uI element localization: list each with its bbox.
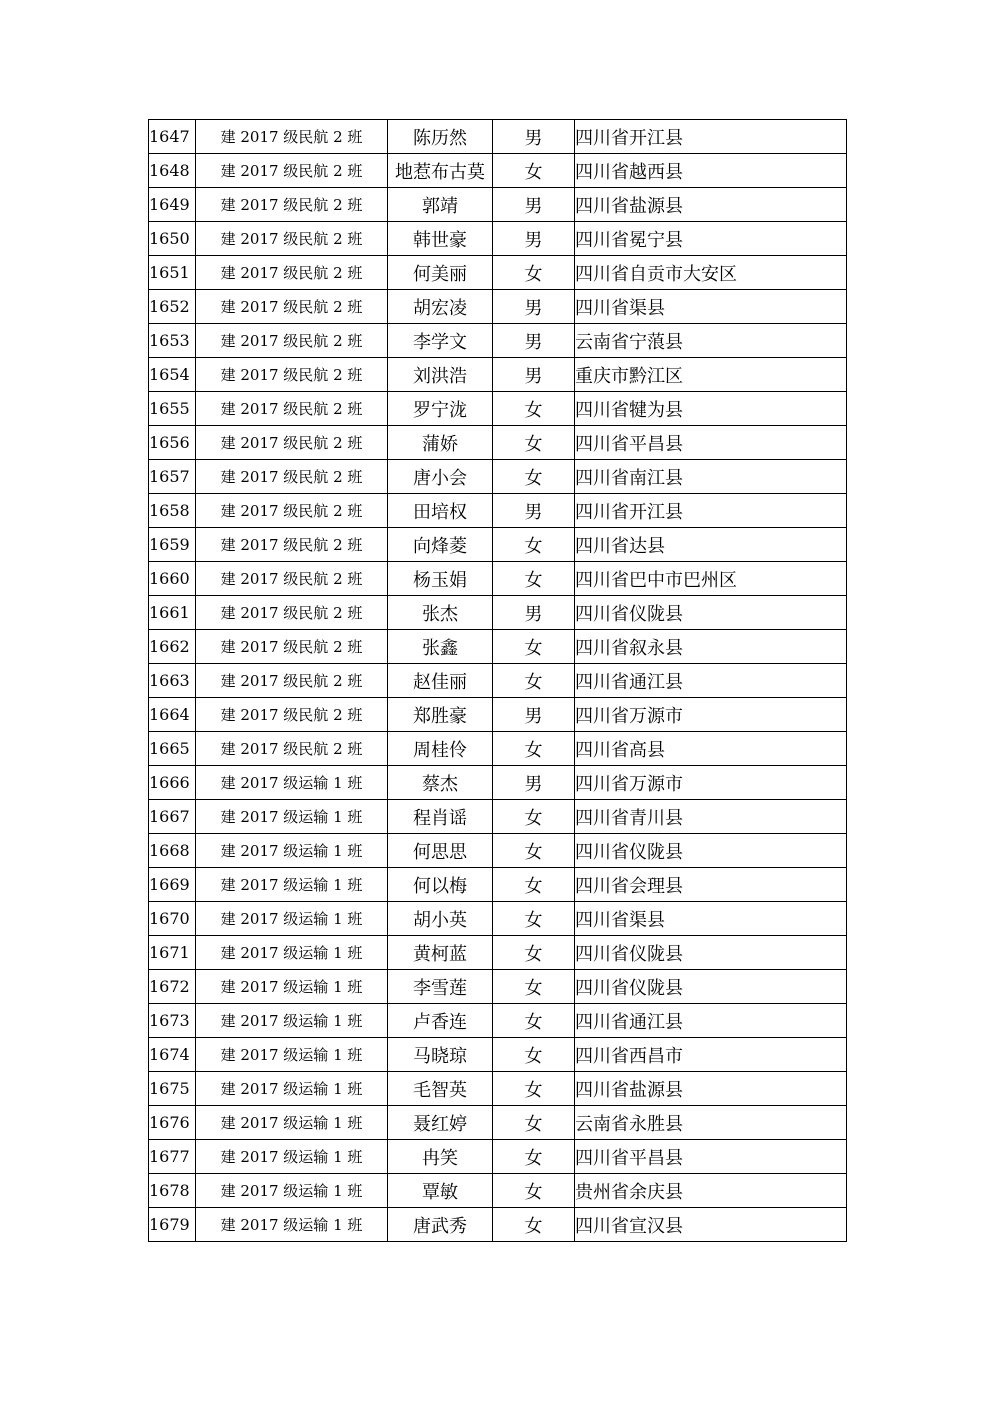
gender-cell: 女 (493, 732, 575, 766)
origin-cell: 四川省西昌市 (575, 1038, 847, 1072)
student-id-cell: 1677 (149, 1140, 196, 1174)
table-row (149, 426, 847, 460)
gender-cell: 男 (493, 358, 575, 392)
student-name-cell: 张鑫 (388, 630, 493, 664)
class-name-cell: 建 2017 级民航 2 班 (196, 324, 388, 358)
table-row (149, 1140, 847, 1174)
class-name-cell: 建 2017 级运输 1 班 (196, 1174, 388, 1208)
student-name-cell: 冉笑 (388, 1140, 493, 1174)
gender-cell: 女 (493, 868, 575, 902)
origin-cell: 四川省平昌县 (575, 1140, 847, 1174)
origin-cell: 四川省通江县 (575, 664, 847, 698)
table-row (149, 1072, 847, 1106)
student-name-cell: 赵佳丽 (388, 664, 493, 698)
student-id-cell: 1657 (149, 460, 196, 494)
student-id-cell: 1672 (149, 970, 196, 1004)
student-id-cell: 1648 (149, 154, 196, 188)
class-name-cell: 建 2017 级民航 2 班 (196, 426, 388, 460)
gender-cell: 女 (493, 256, 575, 290)
class-name-cell: 建 2017 级民航 2 班 (196, 664, 388, 698)
class-name-cell: 建 2017 级民航 2 班 (196, 698, 388, 732)
table-row (149, 664, 847, 698)
origin-cell: 四川省叙永县 (575, 630, 847, 664)
gender-cell: 女 (493, 664, 575, 698)
origin-cell: 四川省高县 (575, 732, 847, 766)
table-row (149, 834, 847, 868)
gender-cell: 男 (493, 222, 575, 256)
gender-cell: 女 (493, 426, 575, 460)
table-row (149, 494, 847, 528)
gender-cell: 女 (493, 154, 575, 188)
student-id-cell: 1660 (149, 562, 196, 596)
class-name-cell: 建 2017 级民航 2 班 (196, 460, 388, 494)
class-name-cell: 建 2017 级运输 1 班 (196, 800, 388, 834)
table-row (149, 256, 847, 290)
gender-cell: 女 (493, 1106, 575, 1140)
origin-cell: 四川省盐源县 (575, 1072, 847, 1106)
gender-cell: 男 (493, 120, 575, 154)
student-name-cell: 卢香连 (388, 1004, 493, 1038)
table-row (149, 868, 847, 902)
student-name-cell: 陈历然 (388, 120, 493, 154)
student-name-cell: 胡小英 (388, 902, 493, 936)
student-name-cell: 蒲娇 (388, 426, 493, 460)
gender-cell: 男 (493, 494, 575, 528)
student-id-cell: 1669 (149, 868, 196, 902)
origin-cell: 四川省仪陇县 (575, 834, 847, 868)
student-name-cell: 聂红婷 (388, 1106, 493, 1140)
class-name-cell: 建 2017 级运输 1 班 (196, 1004, 388, 1038)
class-name-cell: 建 2017 级民航 2 班 (196, 494, 388, 528)
student-id-cell: 1661 (149, 596, 196, 630)
origin-cell: 四川省盐源县 (575, 188, 847, 222)
student-id-cell: 1662 (149, 630, 196, 664)
origin-cell: 贵州省余庆县 (575, 1174, 847, 1208)
gender-cell: 男 (493, 766, 575, 800)
class-name-cell: 建 2017 级运输 1 班 (196, 1140, 388, 1174)
student-name-cell: 何思思 (388, 834, 493, 868)
class-name-cell: 建 2017 级运输 1 班 (196, 834, 388, 868)
class-name-cell: 建 2017 级民航 2 班 (196, 732, 388, 766)
table-row (149, 630, 847, 664)
gender-cell: 女 (493, 800, 575, 834)
class-name-cell: 建 2017 级运输 1 班 (196, 1106, 388, 1140)
table-row (149, 800, 847, 834)
student-name-cell: 唐小会 (388, 460, 493, 494)
origin-cell: 四川省仪陇县 (575, 970, 847, 1004)
table-row (149, 324, 847, 358)
gender-cell: 女 (493, 562, 575, 596)
student-id-cell: 1659 (149, 528, 196, 562)
class-name-cell: 建 2017 级民航 2 班 (196, 154, 388, 188)
class-name-cell: 建 2017 级民航 2 班 (196, 392, 388, 426)
student-id-cell: 1667 (149, 800, 196, 834)
table-row (149, 732, 847, 766)
class-name-cell: 建 2017 级运输 1 班 (196, 902, 388, 936)
gender-cell: 男 (493, 324, 575, 358)
student-name-cell: 周桂伶 (388, 732, 493, 766)
class-name-cell: 建 2017 级民航 2 班 (196, 630, 388, 664)
class-name-cell: 建 2017 级运输 1 班 (196, 868, 388, 902)
gender-cell: 女 (493, 528, 575, 562)
class-name-cell: 建 2017 级运输 1 班 (196, 766, 388, 800)
class-name-cell: 建 2017 级运输 1 班 (196, 1038, 388, 1072)
student-id-cell: 1676 (149, 1106, 196, 1140)
origin-cell: 四川省渠县 (575, 902, 847, 936)
gender-cell: 女 (493, 1208, 575, 1242)
origin-cell: 四川省越西县 (575, 154, 847, 188)
gender-cell: 男 (493, 290, 575, 324)
table-row (149, 562, 847, 596)
student-id-cell: 1675 (149, 1072, 196, 1106)
student-name-cell: 向烽菱 (388, 528, 493, 562)
table-row (149, 902, 847, 936)
student-id-cell: 1674 (149, 1038, 196, 1072)
table-row (149, 290, 847, 324)
student-id-cell: 1678 (149, 1174, 196, 1208)
origin-cell: 四川省渠县 (575, 290, 847, 324)
student-id-cell: 1647 (149, 120, 196, 154)
table-row (149, 596, 847, 630)
origin-cell: 四川省万源市 (575, 698, 847, 732)
gender-cell: 女 (493, 1004, 575, 1038)
student-name-cell: 李雪莲 (388, 970, 493, 1004)
gender-cell: 女 (493, 630, 575, 664)
student-name-cell: 何以梅 (388, 868, 493, 902)
class-name-cell: 建 2017 级运输 1 班 (196, 936, 388, 970)
student-name-cell: 黄柯蓝 (388, 936, 493, 970)
gender-cell: 女 (493, 1038, 575, 1072)
gender-cell: 女 (493, 1072, 575, 1106)
student-id-cell: 1654 (149, 358, 196, 392)
table-row (149, 528, 847, 562)
table-row (149, 358, 847, 392)
table-row (149, 460, 847, 494)
origin-cell: 云南省永胜县 (575, 1106, 847, 1140)
class-name-cell: 建 2017 级运输 1 班 (196, 1208, 388, 1242)
table-row (149, 766, 847, 800)
student-id-cell: 1655 (149, 392, 196, 426)
table-row (149, 188, 847, 222)
student-name-cell: 杨玉娟 (388, 562, 493, 596)
gender-cell: 女 (493, 970, 575, 1004)
class-name-cell: 建 2017 级民航 2 班 (196, 222, 388, 256)
student-id-cell: 1666 (149, 766, 196, 800)
student-id-cell: 1658 (149, 494, 196, 528)
origin-cell: 四川省仪陇县 (575, 936, 847, 970)
origin-cell: 四川省平昌县 (575, 426, 847, 460)
origin-cell: 四川省自贡市大安区 (575, 256, 847, 290)
gender-cell: 女 (493, 834, 575, 868)
student-id-cell: 1649 (149, 188, 196, 222)
class-name-cell: 建 2017 级运输 1 班 (196, 1072, 388, 1106)
student-name-cell: 唐武秀 (388, 1208, 493, 1242)
table-row (149, 392, 847, 426)
student-id-cell: 1668 (149, 834, 196, 868)
student-id-cell: 1664 (149, 698, 196, 732)
origin-cell: 四川省冕宁县 (575, 222, 847, 256)
gender-cell: 女 (493, 1174, 575, 1208)
student-name-cell: 张杰 (388, 596, 493, 630)
class-name-cell: 建 2017 级民航 2 班 (196, 596, 388, 630)
table-row (149, 970, 847, 1004)
gender-cell: 女 (493, 936, 575, 970)
student-id-cell: 1650 (149, 222, 196, 256)
student-id-cell: 1673 (149, 1004, 196, 1038)
student-name-cell: 覃敏 (388, 1174, 493, 1208)
table-row (149, 1208, 847, 1242)
student-id-cell: 1656 (149, 426, 196, 460)
gender-cell: 男 (493, 188, 575, 222)
origin-cell: 四川省犍为县 (575, 392, 847, 426)
table-row (149, 1174, 847, 1208)
gender-cell: 女 (493, 392, 575, 426)
student-name-cell: 李学文 (388, 324, 493, 358)
origin-cell: 四川省开江县 (575, 120, 847, 154)
gender-cell: 女 (493, 902, 575, 936)
student-name-cell: 马晓琼 (388, 1038, 493, 1072)
student-name-cell: 罗宁泷 (388, 392, 493, 426)
student-id-cell: 1671 (149, 936, 196, 970)
student-name-cell: 蔡杰 (388, 766, 493, 800)
student-roster-table (148, 119, 847, 1242)
student-id-cell: 1670 (149, 902, 196, 936)
table-row (149, 222, 847, 256)
class-name-cell: 建 2017 级民航 2 班 (196, 120, 388, 154)
gender-cell: 男 (493, 698, 575, 732)
class-name-cell: 建 2017 级民航 2 班 (196, 562, 388, 596)
table-row (149, 1004, 847, 1038)
origin-cell: 四川省开江县 (575, 494, 847, 528)
student-name-cell: 刘洪浩 (388, 358, 493, 392)
table-row (149, 154, 847, 188)
student-name-cell: 郑胜豪 (388, 698, 493, 732)
class-name-cell: 建 2017 级民航 2 班 (196, 358, 388, 392)
table-row (149, 698, 847, 732)
student-name-cell: 何美丽 (388, 256, 493, 290)
table-row (149, 1106, 847, 1140)
class-name-cell: 建 2017 级民航 2 班 (196, 528, 388, 562)
gender-cell: 女 (493, 1140, 575, 1174)
table-row (149, 936, 847, 970)
student-id-cell: 1679 (149, 1208, 196, 1242)
origin-cell: 四川省巴中市巴州区 (575, 562, 847, 596)
gender-cell: 男 (493, 596, 575, 630)
student-name-cell: 韩世豪 (388, 222, 493, 256)
student-name-cell: 胡宏凌 (388, 290, 493, 324)
table-row (149, 1038, 847, 1072)
student-name-cell: 毛智英 (388, 1072, 493, 1106)
student-id-cell: 1663 (149, 664, 196, 698)
class-name-cell: 建 2017 级民航 2 班 (196, 256, 388, 290)
student-name-cell: 地惹布古莫 (388, 154, 493, 188)
student-name-cell: 郭靖 (388, 188, 493, 222)
origin-cell: 四川省青川县 (575, 800, 847, 834)
student-name-cell: 田培权 (388, 494, 493, 528)
class-name-cell: 建 2017 级民航 2 班 (196, 188, 388, 222)
origin-cell: 四川省宣汉县 (575, 1208, 847, 1242)
student-name-cell: 程肖谣 (388, 800, 493, 834)
student-id-cell: 1665 (149, 732, 196, 766)
student-id-cell: 1651 (149, 256, 196, 290)
origin-cell: 四川省仪陇县 (575, 596, 847, 630)
table-row (149, 120, 847, 154)
origin-cell: 四川省会理县 (575, 868, 847, 902)
origin-cell: 四川省万源市 (575, 766, 847, 800)
origin-cell: 重庆市黔江区 (575, 358, 847, 392)
gender-cell: 女 (493, 460, 575, 494)
student-id-cell: 1653 (149, 324, 196, 358)
roster-body (149, 120, 847, 1242)
origin-cell: 四川省通江县 (575, 1004, 847, 1038)
origin-cell: 四川省南江县 (575, 460, 847, 494)
origin-cell: 云南省宁蒗县 (575, 324, 847, 358)
origin-cell: 四川省达县 (575, 528, 847, 562)
class-name-cell: 建 2017 级民航 2 班 (196, 290, 388, 324)
class-name-cell: 建 2017 级运输 1 班 (196, 970, 388, 1004)
student-id-cell: 1652 (149, 290, 196, 324)
